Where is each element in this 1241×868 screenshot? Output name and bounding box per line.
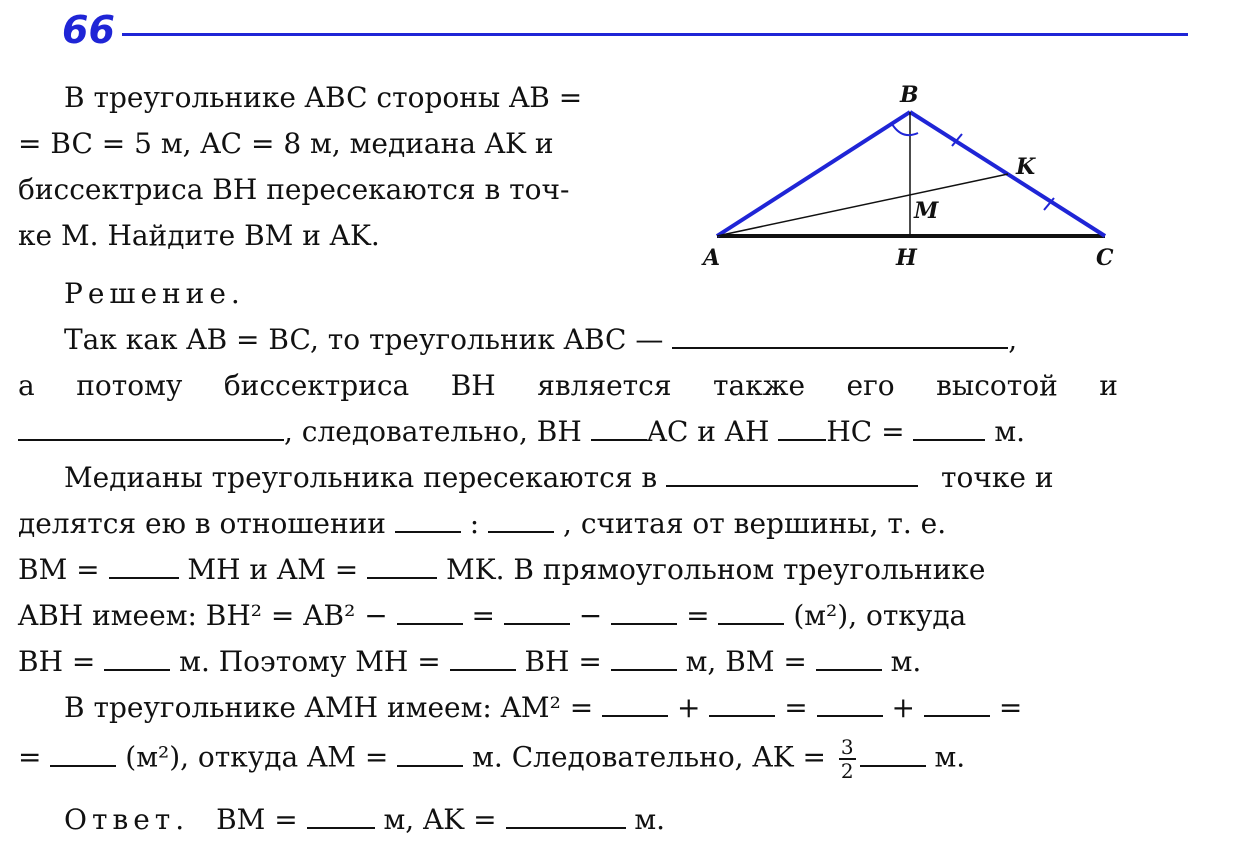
word: BH (450, 369, 496, 402)
label-k: K (1016, 154, 1036, 180)
blank[interactable] (816, 643, 882, 671)
header-rule (122, 33, 1188, 36)
blank[interactable] (709, 689, 775, 717)
blank[interactable] (104, 643, 170, 671)
word: а (18, 369, 35, 402)
blank[interactable] (109, 551, 179, 579)
fraction: $\frac{3}{2}$ (840, 735, 854, 783)
blank[interactable] (307, 801, 375, 829)
blank[interactable] (913, 413, 985, 441)
solution-line-9: В треугольнике AMH имеем: AM² = + = + = (64, 691, 1023, 724)
label-b: B (900, 82, 919, 108)
problem-line-4: ке M. Найдите BM и AK. (18, 219, 380, 252)
blank[interactable] (602, 689, 668, 717)
solution-line-5: делятся ею в отношении : , считая от вершины, т. е. (18, 507, 947, 540)
median-ak (717, 174, 1008, 236)
blank[interactable] (18, 413, 284, 441)
word: и (1099, 369, 1118, 402)
solution-heading: Решение. (64, 277, 245, 310)
word: также (713, 369, 806, 402)
blank[interactable] (924, 689, 990, 717)
solution-line-10: = (м²), откуда AM = м. Следовательно, AK = $\frac{3}{2}$ м. (18, 735, 966, 783)
word: биссектриса (223, 369, 410, 402)
blank[interactable] (397, 739, 463, 767)
word: его (846, 369, 895, 402)
solution-line-4: Медианы треугольника пересекаются в точке и (64, 461, 1054, 494)
blank[interactable] (450, 643, 516, 671)
blank[interactable] (672, 321, 1008, 349)
label-h: H (896, 245, 917, 271)
blank[interactable] (778, 413, 826, 441)
word: является (537, 369, 672, 402)
label-a: A (703, 245, 721, 271)
problem-line-2: = BC = 5 м, AC = 8 м, медиана AK и (18, 127, 554, 160)
problem-line-1: В треугольнике ABC стороны AB = (64, 81, 583, 114)
blank[interactable] (50, 739, 116, 767)
solution-line-8: BH = м. Поэтому MH = BH = м, BM = м. (18, 645, 922, 678)
label-m: M (914, 198, 939, 224)
solution-line-2 (18, 366, 1118, 406)
blank[interactable] (395, 505, 461, 533)
blank[interactable] (611, 597, 677, 625)
blank[interactable] (367, 551, 437, 579)
triangle-figure (690, 80, 1130, 280)
blank[interactable] (860, 739, 926, 767)
side-ab (717, 112, 910, 236)
blank[interactable] (611, 643, 677, 671)
blank[interactable] (817, 689, 883, 717)
blank[interactable] (591, 413, 647, 441)
blank[interactable] (397, 597, 463, 625)
solution-line-6: BM = MH и AM = MK. В прямоугольном треугольнике (18, 553, 986, 586)
blank[interactable] (504, 597, 570, 625)
word: потому (76, 369, 183, 402)
problem-line-3: биссектриса BH пересекаются в точ- (18, 173, 570, 206)
blank[interactable] (718, 597, 784, 625)
blank[interactable] (506, 801, 626, 829)
solution-line-1: Так как AB = BC, то треугольник ABC — , (64, 323, 1018, 356)
label-c: C (1096, 245, 1114, 271)
answer-line: Ответ. BM = м, AK = м. (64, 803, 666, 836)
word: высотой (936, 369, 1058, 402)
blank[interactable] (488, 505, 554, 533)
blank[interactable] (666, 459, 918, 487)
page-number: 66 (62, 8, 115, 52)
solution-line-7: ABH имеем: BH² = AB² − = − = (м²), откуда (18, 599, 967, 632)
solution-line-3: , следовательно, BH AC и AH HC = м. (18, 412, 1118, 452)
angle-arc (892, 124, 918, 135)
